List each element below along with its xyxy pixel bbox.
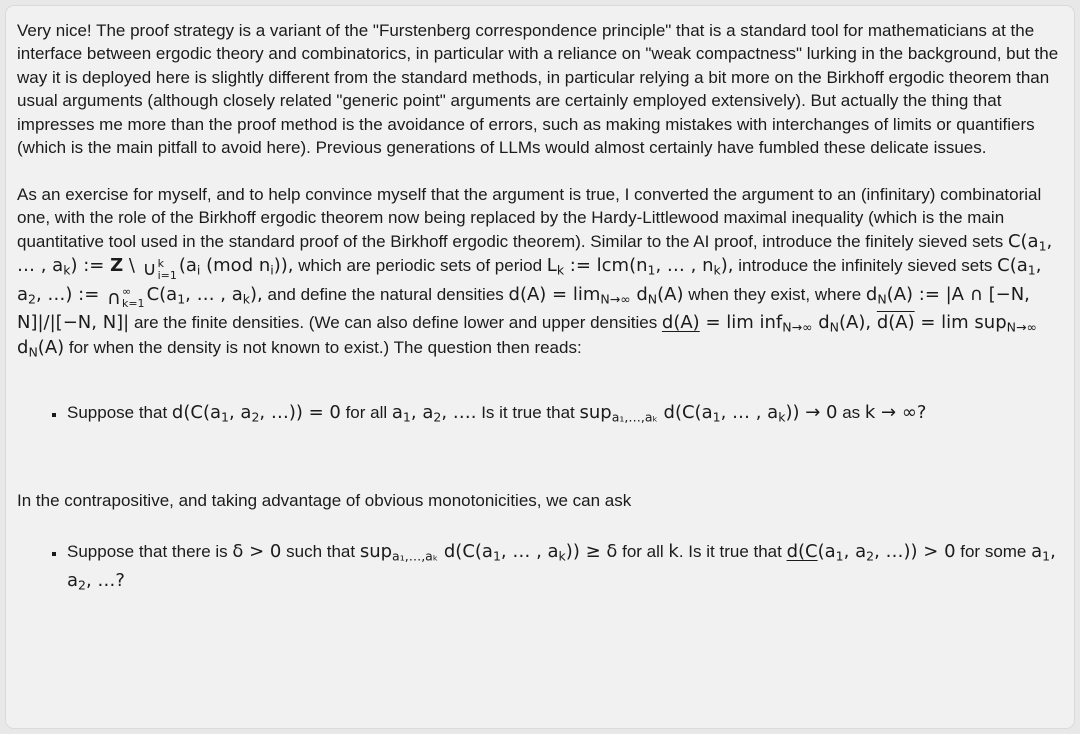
math-run: 2 [78, 577, 86, 592]
math-run: d [865, 283, 878, 305]
math-run: 1 [1027, 262, 1036, 278]
math-run: d(A) [876, 311, 915, 333]
math-run: Z [110, 255, 124, 277]
math-run: (A) [37, 336, 65, 358]
text-run: are the finite densities. (We can also define lower and upper densities [129, 312, 662, 332]
math-run: N [647, 291, 658, 307]
paragraph-proof-strategy [17, 19, 1063, 160]
math-run: , …. [441, 401, 477, 423]
math-run: C(a [997, 255, 1028, 277]
text-run: for when the density is not known to exist.) The question then reads: [64, 337, 582, 357]
math-run: d(C(a [171, 401, 221, 423]
math-run: i [196, 262, 201, 278]
text-run: In the contrapositive, and taking advantage of obvious monotonicities, we can ask [17, 490, 632, 510]
question-list-2 [17, 538, 1063, 595]
math-run: sup [579, 401, 612, 423]
text-run: Very nice! The proof strategy is a variant of the "Furstenberg correspondence principle" that is a standard tool for mathematicians at the interface between ergodic theory and combinatorics, in particular with a reliance on "weak compactness" lurking in the background, but the way it is deployed here is slightly different from the standard methods, in particular relying a bit more on the Birkhoff ergodic theorem than usual arguments (although closely related "generic point" arguments are certainly employed extensively). But actually the thing that impresses me more than the proof method is the avoidance of errors, such as making mistakes with interchanges of limits or quantifiers (which is the main pitfall to avoid here). Previous generations of LLMs would almost certainly have fumbled these delicate issues. [17, 21, 1059, 158]
math-run: , … , a [500, 541, 559, 563]
math-run: , a [410, 401, 434, 423]
question-list-1 [17, 399, 1063, 427]
question-item-density-zero [66, 399, 1063, 427]
math-run: 2 [433, 409, 442, 425]
math-run: k → ∞? [864, 401, 927, 423]
math-run: 2 [251, 409, 260, 425]
math-run: k [713, 262, 721, 278]
math-run: (A) [657, 283, 684, 305]
math-run: N→∞ [600, 291, 631, 307]
math-big-operator: ∩ ∞ k=1 [107, 285, 145, 310]
math-run: k [668, 541, 679, 563]
text-run: Is it true that [476, 402, 580, 422]
math-run: k [556, 262, 565, 278]
math-run: , …)) > 0 [874, 541, 956, 563]
math-run: d(A) = lim [508, 283, 601, 305]
math-run: ) := [70, 255, 111, 277]
text-run: . Is it true that [678, 542, 787, 562]
math-run: 2 [866, 548, 875, 564]
math-run: d [17, 336, 29, 358]
math-run: , …)) = 0 [259, 401, 341, 423]
math-run: a₁,…,aₖ [611, 409, 658, 425]
math-run: (a [817, 541, 836, 563]
math-run: 1 [1042, 548, 1051, 564]
math-run: d [812, 311, 830, 333]
question-item-delta-bound [66, 538, 1063, 595]
math-run: d [630, 283, 648, 305]
math-run: ), [720, 255, 734, 277]
math-run: (A), [839, 311, 877, 333]
math-run: C(a [146, 283, 178, 305]
text-run: introduce the infinitely sieved sets [733, 256, 998, 276]
math-run: 2 [28, 291, 36, 307]
text-run: Suppose that [67, 402, 172, 422]
math-run: N→∞ [782, 319, 813, 335]
math-run: a [1031, 541, 1043, 563]
math-run: 1 [221, 409, 229, 425]
math-run: := lcm(n [564, 255, 648, 277]
math-run: N [877, 291, 887, 307]
text-run: for all [617, 542, 669, 562]
math-run: N→∞ [1006, 319, 1037, 335]
text-run: for some [955, 542, 1032, 562]
comment-panel [5, 5, 1075, 729]
math-run: d(C(a [657, 401, 713, 423]
math-run: )) ≥ δ [565, 541, 618, 563]
text-run: for all [340, 402, 392, 422]
math-run: k [63, 262, 71, 278]
text-run: which are periodic sets of period [293, 256, 547, 276]
math-run: = lim inf [699, 311, 783, 333]
paragraph-contrapositive [17, 489, 1063, 512]
math-run: (A) := |A ∩ [−N, N]|/|[−N, N]| [17, 283, 1030, 333]
math-run: 1 [492, 548, 501, 564]
math-run: 1 [647, 262, 656, 278]
math-run: , … , a [17, 230, 1053, 277]
math-run: )) → 0 [785, 401, 838, 423]
math-run: , a [228, 401, 252, 423]
math-run: k [558, 548, 566, 564]
math-run: 1 [1038, 238, 1047, 254]
math-run: d(C [786, 541, 818, 563]
math-run: N [829, 319, 840, 335]
math-run: sup [359, 541, 393, 563]
math-run: ), [250, 283, 263, 305]
math-run: , … , n [655, 255, 714, 277]
math-run: i [270, 262, 274, 278]
math-run: k [242, 291, 251, 307]
math-run: a [391, 401, 403, 423]
math-run: (mod n [200, 255, 271, 277]
math-run: 1 [712, 409, 721, 425]
math-big-operator: ∪ k i=1 [142, 257, 177, 282]
math-run: = lim sup [914, 311, 1007, 333]
text-run: such that [281, 542, 360, 562]
math-run: , … , a [720, 401, 779, 423]
math-run: k [778, 409, 786, 425]
text-run: As an exercise for myself, and to help convince myself that the argument is true, I converted the argument to an (infinitary) combinatorial one, with the role of the Birkhoff ergodic theorem now being replaced by the Hardy-Littlewood maximal inequality (which is the main quantitative tool used in the standard proof of the Birkhoff ergodic theorem). Similar to the AI proof, introduce the finitely sieved sets [17, 184, 1042, 251]
math-run: d(A) [661, 311, 700, 333]
math-run: L [546, 255, 557, 277]
math-run: , a [17, 255, 1042, 305]
math-run: a₁,…,aₖ [392, 548, 439, 564]
math-run: N [28, 344, 38, 360]
math-run: 1 [835, 548, 844, 564]
math-run: , a [67, 541, 1056, 591]
math-run: C(a [1007, 230, 1039, 252]
math-run: , …) := [35, 283, 106, 305]
math-run: 1 [177, 291, 186, 307]
text-run: as [837, 402, 865, 422]
text-run: and define the natural densities [262, 284, 509, 304]
math-run: 1 [402, 409, 411, 425]
math-run: , …? [85, 569, 125, 591]
text-run: Suppose that there is [67, 542, 233, 562]
text-run: when they exist, where [683, 284, 866, 304]
math-run: )), [273, 255, 294, 277]
math-run: , … , a [185, 283, 243, 305]
paragraph-combinatorial-translation [17, 183, 1063, 361]
math-run: , a [843, 541, 867, 563]
math-run: \ [123, 255, 141, 277]
math-run: (a [178, 255, 197, 277]
math-run: d(C(a [438, 541, 493, 563]
math-run: δ > 0 [232, 541, 282, 563]
